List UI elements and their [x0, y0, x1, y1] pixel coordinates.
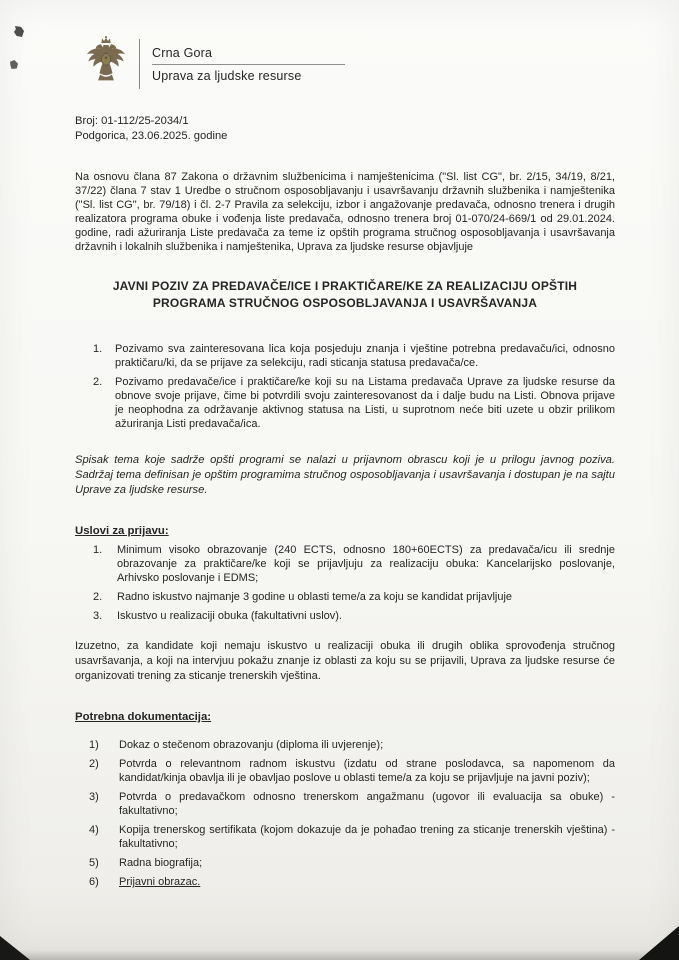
- document-title: JAVNI POZIV ZA PREDAVAČE/ICE I PRAKTIČARE/KE ZA REALIZACIJU OPŠTIH PROGRAMA STRUČNOG OSPOSOBLJAVANJA I USAVRŠAVANJA: [112, 279, 578, 310]
- documentation-item: [89, 790, 615, 818]
- invitation-item: [93, 342, 615, 370]
- documentation-item: [89, 856, 615, 870]
- item-number: 2.: [93, 376, 103, 388]
- letterhead-text: [152, 46, 345, 83]
- conditions-heading: Uslovi za prijavu:: [75, 525, 169, 537]
- item-text: Pozivamo sva zainteresovana lica koja posjeduju znanja i vještine potrebna predavaču/ici, odnosno praktičaru/ki, da se prijave za selekciju, radi sticanja statusa predavača/ce.: [115, 343, 615, 369]
- documentation-item: [89, 875, 615, 889]
- item-number: 3.: [93, 610, 103, 622]
- item-text: Kopija trenerskog sertifikata (kojom dokazuje da je pohađao trening za sticanje trenerskih vještina) - fakultativno;: [119, 824, 615, 850]
- condition-item: [93, 543, 615, 585]
- documentation-heading: Potrebna dokumentacija:: [75, 711, 212, 723]
- item-number: 1): [89, 739, 99, 751]
- letterhead-divider-vertical: [139, 39, 140, 89]
- scan-artifact-corner-right: [639, 926, 679, 960]
- condition-item: [93, 609, 615, 623]
- scan-artifact-bottom-shadow: [0, 950, 679, 960]
- country-name: Crna Gora: [152, 45, 213, 60]
- documentation-item: [89, 738, 615, 752]
- scan-artifact-smudge: [10, 60, 18, 69]
- intro-paragraph: Na osnovu člana 87 Zakona o državnim službenicima i namještenicima ("Sl. list CG", br. 2/15, 34/19, 8/21, 37/22) člana 7 stav 1 Uredbe o stručnom osposobljavanju i usavršavanju državnih službenika i namještenika ("Sl. list CG", br. 79/18) i čl. 2-7 Pravila za selekciju, izbor i angažovanje predavača, odnosno trenera i drugih realizatora programa obuke i vođenja liste predavača, odnosno trenera broj 01-070/24-669/1 od 29.01.2024. godine, radi ažuriranja Liste predavača za teme iz opštih programa stručnog osposobljavanja i usavršavanja državnih i lokalnih službenika i namještenika, Uprava za ljudske resurse objavljuje: [75, 171, 615, 253]
- item-text: Iskustvo u realizaciji obuka (fakultativni uslov).: [117, 610, 342, 622]
- item-number: 5): [89, 857, 99, 869]
- item-text: Pozivamo predavače/ice i praktičare/ke koji su na Listama predavača Uprave za ljudske resurse da obnove svoje prijave, čime bi potvrdili svoju zainteresovanost da i dalje budu na Listi. Obnova prijave je neophodna za održavanje aktivnog statusa na Listi, u suprotnom neće biti uzete u obzir prilikom ažuriranja Listi predavača/ica.: [115, 376, 615, 430]
- place-and-date: Podgorica, 23.06.2025. godine: [75, 130, 228, 142]
- item-text: Prijavni obrazac.: [119, 876, 201, 888]
- reference-block: [75, 114, 615, 144]
- item-number: 2.: [93, 591, 103, 603]
- documentation-list: [75, 738, 615, 889]
- reference-number: Broj: 01-112/25-2034/1: [75, 115, 189, 127]
- item-number: 1.: [93, 544, 103, 556]
- item-text: Potvrda o predavačkom odnosno trenerskom angažmanu (ugovor ili evaluacija sa obuke) - fakultativno;: [119, 791, 615, 817]
- invitation-list: [75, 342, 615, 431]
- scan-artifact-smudge: [14, 26, 24, 37]
- letterhead: [85, 34, 345, 94]
- documentation-item: [89, 823, 615, 851]
- item-number: 1.: [93, 343, 103, 355]
- item-number: 4): [89, 824, 99, 836]
- note-paragraph: Spisak tema koje sadrže opšti programi se nalazi u prijavnom obrascu koji je u prilogu javnog poziva. Sadržaj tema definisan je opštim programima stručnog osposobljavanja i usavršavanja i dostupan je na sajtu Uprave za ljudske resurse.: [75, 454, 615, 496]
- documentation-item: [89, 757, 615, 785]
- item-number: 2): [89, 758, 99, 770]
- item-text: Minimum visoko obrazovanje (240 ECTS, odnosno 180+60ECTS) za predavača/icu ili srednje obrazovanje za praktičare/ke koji se prijavljuju za realizaciju obuka: Kancelarijsko poslovanje, Arhivsko poslovanje i EDMS;: [117, 544, 615, 584]
- item-text: Potvrda o relevantnom radnom iskustvu (izdatu od strane poslodavca, sa napomenom da kandidat/kinja obavlja ili je obavljao poslove u oblasti teme/a za koju se prijavljuje na javni poziv);: [119, 758, 615, 784]
- item-text: Radna biografija;: [119, 857, 203, 869]
- item-text: Dokaz o stečenom obrazovanju (diploma ili uvjerenje);: [119, 739, 384, 751]
- item-number: 3): [89, 791, 99, 803]
- exception-paragraph: Izuzetno, za kandidate koji nemaju iskustvo u realizaciji obuka ili drugih oblika sprovođenja stručnog usavršavanja, a koji na intervjuu pokažu znanje iz oblasti za koju su se prijavili, Uprava za ljudske resurse će organizovati trening za sticanje trenerskih vještina.: [75, 640, 615, 682]
- coat-of-arms-logo: [85, 34, 127, 94]
- condition-item: [93, 590, 615, 604]
- conditions-list: [75, 543, 615, 623]
- scan-artifact-corner-left: [0, 936, 30, 960]
- document-content: [75, 0, 615, 894]
- invitation-item: [93, 375, 615, 431]
- organization-name: Uprava za ljudske resurse: [152, 68, 302, 83]
- item-text: Radno iskustvo najmanje 3 godine u oblasti teme/a za koju se kandidat prijavljuje: [117, 591, 513, 603]
- item-number: 6): [89, 876, 99, 888]
